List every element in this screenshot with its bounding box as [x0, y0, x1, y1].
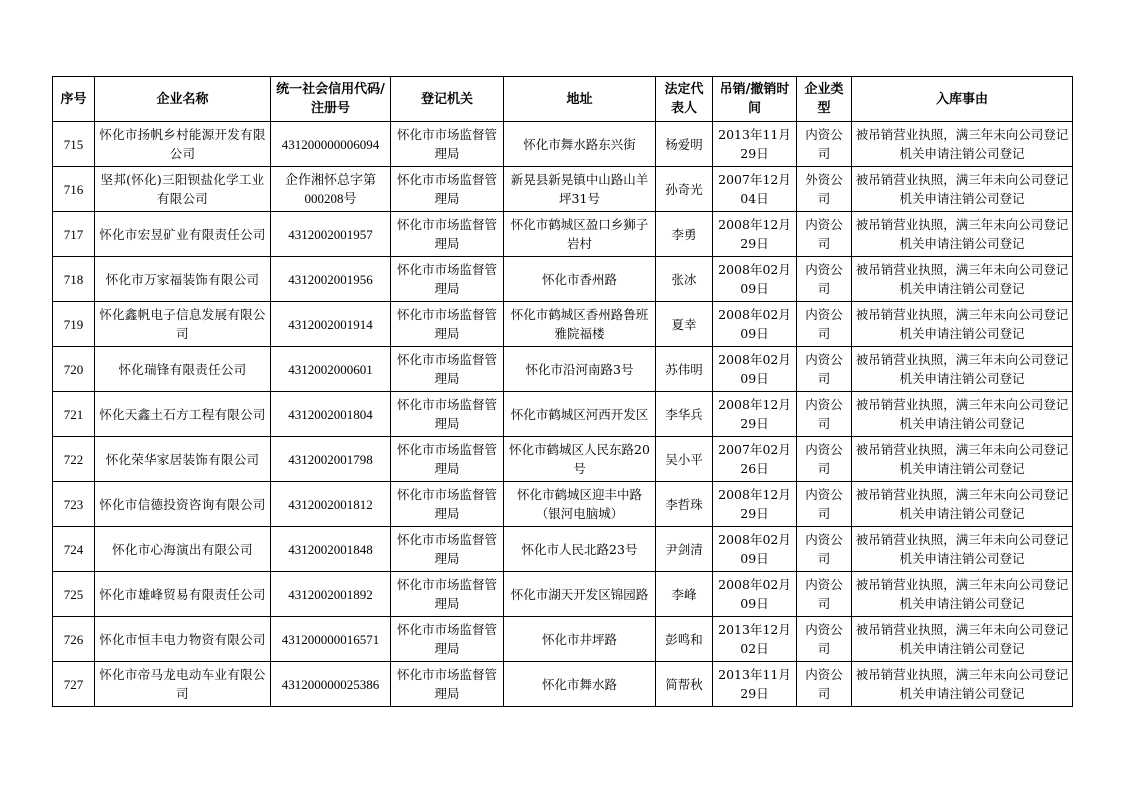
cell-legal-rep: 李华兵: [656, 392, 713, 437]
cell-reason: 被吊销营业执照，满三年未向公司登记机关申请注销公司登记: [852, 572, 1073, 617]
cell-reason: 被吊销营业执照，满三年未向公司登记机关申请注销公司登记: [852, 617, 1073, 662]
cell-type: 内资公司: [797, 482, 852, 527]
cell-legal-rep: 杨爱明: [656, 122, 713, 167]
cell-address: 怀化市人民北路23号: [504, 527, 656, 572]
table-row: [53, 122, 1073, 167]
cell-address: 怀化市舞水路: [504, 662, 656, 707]
cell-code: 4312002001914: [271, 302, 391, 347]
cell-authority: 怀化市市场监督管理局: [391, 437, 504, 482]
cell-address: 怀化市香州路: [504, 257, 656, 302]
cell-type: 内资公司: [797, 347, 852, 392]
cell-name: 怀化市恒丰电力物资有限公司: [95, 617, 271, 662]
cell-address: 怀化市鹤城区人民东路20号: [504, 437, 656, 482]
cell-code: 4312002001957: [271, 212, 391, 257]
cell-revoke-date: 2008年12月29日: [713, 212, 797, 257]
table-row: [53, 257, 1073, 302]
cell-reason: 被吊销营业执照，满三年未向公司登记机关申请注销公司登记: [852, 527, 1073, 572]
cell-seq: 727: [53, 662, 95, 707]
cell-name: 怀化市信德投资咨询有限公司: [95, 482, 271, 527]
cell-seq: 717: [53, 212, 95, 257]
cell-legal-rep: 尹剑清: [656, 527, 713, 572]
cell-address: 怀化市鹤城区香州路鲁班雅院福楼: [504, 302, 656, 347]
revoked-company-table: [52, 76, 1073, 707]
table-row: [53, 302, 1073, 347]
cell-legal-rep: 李哲珠: [656, 482, 713, 527]
cell-name: 怀化市帝马龙电动车业有限公司: [95, 662, 271, 707]
table-row: [53, 437, 1073, 482]
cell-authority: 怀化市市场监督管理局: [391, 167, 504, 212]
cell-name: 怀化天鑫土石方工程有限公司: [95, 392, 271, 437]
cell-revoke-date: 2008年02月09日: [713, 572, 797, 617]
cell-address: 怀化市湖天开发区锦园路: [504, 572, 656, 617]
cell-authority: 怀化市市场监督管理局: [391, 617, 504, 662]
cell-reason: 被吊销营业执照，满三年未向公司登记机关申请注销公司登记: [852, 437, 1073, 482]
cell-authority: 怀化市市场监督管理局: [391, 482, 504, 527]
cell-type: 外资公司: [797, 167, 852, 212]
header-seq: 序号: [53, 77, 95, 122]
cell-address: 怀化市井坪路: [504, 617, 656, 662]
cell-code: 4312002001956: [271, 257, 391, 302]
cell-seq: 715: [53, 122, 95, 167]
cell-authority: 怀化市市场监督管理局: [391, 212, 504, 257]
cell-legal-rep: 李勇: [656, 212, 713, 257]
cell-type: 内资公司: [797, 257, 852, 302]
table-header-row: [53, 77, 1073, 122]
cell-legal-rep: 简帮秋: [656, 662, 713, 707]
cell-type: 内资公司: [797, 392, 852, 437]
cell-legal-rep: 吴小平: [656, 437, 713, 482]
cell-seq: 718: [53, 257, 95, 302]
cell-revoke-date: 2013年11月29日: [713, 662, 797, 707]
cell-revoke-date: 2013年11月29日: [713, 122, 797, 167]
header-revoke-date: 吊销/撤销时间: [713, 77, 797, 122]
cell-authority: 怀化市市场监督管理局: [391, 392, 504, 437]
cell-seq: 719: [53, 302, 95, 347]
cell-legal-rep: 孙奇光: [656, 167, 713, 212]
cell-reason: 被吊销营业执照，满三年未向公司登记机关申请注销公司登记: [852, 392, 1073, 437]
cell-revoke-date: 2008年02月09日: [713, 347, 797, 392]
cell-revoke-date: 2007年12月04日: [713, 167, 797, 212]
cell-code: 4312002001804: [271, 392, 391, 437]
cell-authority: 怀化市市场监督管理局: [391, 347, 504, 392]
cell-code: 4312002001892: [271, 572, 391, 617]
cell-name: 怀化荣华家居装饰有限公司: [95, 437, 271, 482]
cell-reason: 被吊销营业执照，满三年未向公司登记机关申请注销公司登记: [852, 257, 1073, 302]
table-row: [53, 212, 1073, 257]
cell-type: 内资公司: [797, 527, 852, 572]
cell-seq: 726: [53, 617, 95, 662]
cell-type: 内资公司: [797, 122, 852, 167]
cell-type: 内资公司: [797, 572, 852, 617]
cell-reason: 被吊销营业执照，满三年未向公司登记机关申请注销公司登记: [852, 122, 1073, 167]
cell-authority: 怀化市市场监督管理局: [391, 302, 504, 347]
cell-authority: 怀化市市场监督管理局: [391, 122, 504, 167]
table-row: [53, 482, 1073, 527]
header-code: 统一社会信用代码/注册号: [271, 77, 391, 122]
cell-authority: 怀化市市场监督管理局: [391, 257, 504, 302]
cell-type: 内资公司: [797, 662, 852, 707]
cell-revoke-date: 2008年12月29日: [713, 482, 797, 527]
header-type: 企业类型: [797, 77, 852, 122]
table-row: [53, 527, 1073, 572]
cell-seq: 722: [53, 437, 95, 482]
cell-legal-rep: 彭鸣和: [656, 617, 713, 662]
cell-code: 431200000016571: [271, 617, 391, 662]
cell-revoke-date: 2007年02月26日: [713, 437, 797, 482]
cell-seq: 725: [53, 572, 95, 617]
cell-seq: 720: [53, 347, 95, 392]
cell-address: 怀化市鹤城区盈口乡狮子岩村: [504, 212, 656, 257]
cell-legal-rep: 张冰: [656, 257, 713, 302]
cell-type: 内资公司: [797, 437, 852, 482]
table-row: [53, 167, 1073, 212]
cell-address: 怀化市沿河南路3号: [504, 347, 656, 392]
cell-address: 新晃县新晃镇中山路山羊坪31号: [504, 167, 656, 212]
cell-code: 431200000006094: [271, 122, 391, 167]
cell-revoke-date: 2008年02月09日: [713, 527, 797, 572]
cell-reason: 被吊销营业执照，满三年未向公司登记机关申请注销公司登记: [852, 662, 1073, 707]
cell-reason: 被吊销营业执照，满三年未向公司登记机关申请注销公司登记: [852, 212, 1073, 257]
cell-name: 怀化市雄峰贸易有限责任公司: [95, 572, 271, 617]
cell-code: 4312002000601: [271, 347, 391, 392]
cell-name: 怀化市扬帆乡村能源开发有限公司: [95, 122, 271, 167]
cell-type: 内资公司: [797, 302, 852, 347]
cell-reason: 被吊销营业执照，满三年未向公司登记机关申请注销公司登记: [852, 302, 1073, 347]
cell-authority: 怀化市市场监督管理局: [391, 572, 504, 617]
cell-code: 4312002001798: [271, 437, 391, 482]
cell-legal-rep: 夏幸: [656, 302, 713, 347]
cell-name: 怀化鑫帆电子信息发展有限公司: [95, 302, 271, 347]
cell-revoke-date: 2008年02月09日: [713, 302, 797, 347]
cell-code: 4312002001812: [271, 482, 391, 527]
cell-address: 怀化市鹤城区河西开发区: [504, 392, 656, 437]
cell-name: 怀化市万家福装饰有限公司: [95, 257, 271, 302]
cell-code: 企作湘怀总字第000208号: [271, 167, 391, 212]
cell-reason: 被吊销营业执照，满三年未向公司登记机关申请注销公司登记: [852, 347, 1073, 392]
cell-seq: 716: [53, 167, 95, 212]
cell-revoke-date: 2008年02月09日: [713, 257, 797, 302]
cell-revoke-date: 2008年12月29日: [713, 392, 797, 437]
cell-type: 内资公司: [797, 212, 852, 257]
cell-seq: 723: [53, 482, 95, 527]
cell-name: 怀化瑞锋有限责任公司: [95, 347, 271, 392]
cell-authority: 怀化市市场监督管理局: [391, 662, 504, 707]
table-row: [53, 392, 1073, 437]
cell-name: 怀化市心海演出有限公司: [95, 527, 271, 572]
cell-revoke-date: 2013年12月02日: [713, 617, 797, 662]
header-legal-rep: 法定代表人: [656, 77, 713, 122]
cell-reason: 被吊销营业执照，满三年未向公司登记机关申请注销公司登记: [852, 482, 1073, 527]
header-address: 地址: [504, 77, 656, 122]
table-row: [53, 572, 1073, 617]
cell-reason: 被吊销营业执照，满三年未向公司登记机关申请注销公司登记: [852, 167, 1073, 212]
cell-address: 怀化市鹤城区迎丰中路（银河电脑城）: [504, 482, 656, 527]
cell-code: 431200000025386: [271, 662, 391, 707]
header-authority: 登记机关: [391, 77, 504, 122]
cell-type: 内资公司: [797, 617, 852, 662]
cell-address: 怀化市舞水路东兴街: [504, 122, 656, 167]
table-row: [53, 617, 1073, 662]
cell-legal-rep: 苏伟明: [656, 347, 713, 392]
cell-legal-rep: 李峰: [656, 572, 713, 617]
table-row: [53, 662, 1073, 707]
header-reason: 入库事由: [852, 77, 1073, 122]
cell-seq: 721: [53, 392, 95, 437]
cell-code: 4312002001848: [271, 527, 391, 572]
header-name: 企业名称: [95, 77, 271, 122]
cell-authority: 怀化市市场监督管理局: [391, 527, 504, 572]
table-row: [53, 347, 1073, 392]
cell-name: 坚邦(怀化)三阳钡盐化学工业有限公司: [95, 167, 271, 212]
cell-seq: 724: [53, 527, 95, 572]
cell-name: 怀化市宏昱矿业有限责任公司: [95, 212, 271, 257]
